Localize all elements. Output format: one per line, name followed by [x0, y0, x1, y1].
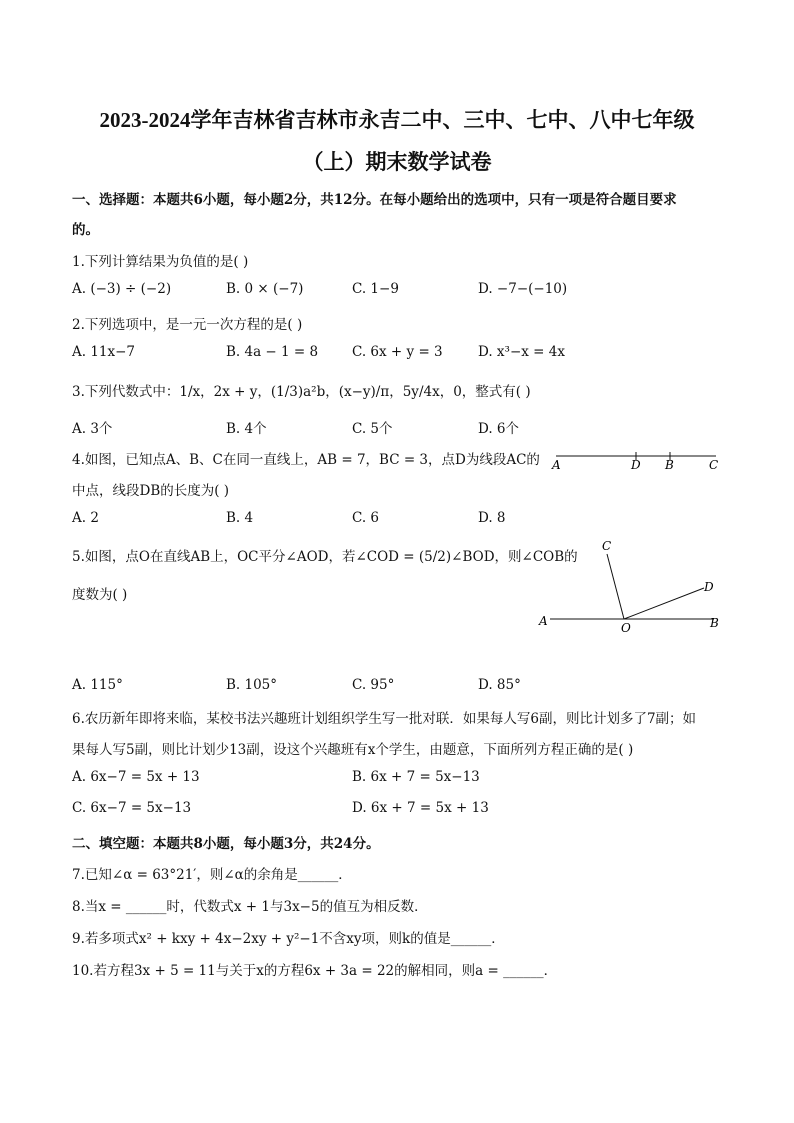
q5-option-a: A. 115° — [72, 677, 123, 693]
question-4-stem: 4.如图，已知点A、B、C在同一直线上，AB = 7，BC = 3，点D为线段AC的 — [72, 452, 540, 468]
label-c: C — [709, 458, 719, 472]
q2-option-b: B. 4a − 1 = 8 — [226, 344, 319, 360]
q3-option-a: A. 3个 — [72, 421, 113, 437]
question-1-stem: 1.下列计算结果为负值的是( ) — [72, 254, 249, 270]
label-a: A — [552, 458, 561, 472]
q2-option-a: A. 11x−7 — [72, 344, 136, 360]
section2-heading: 二、填空题：本题共8小题，每小题3分，共24分。 — [72, 836, 380, 852]
question-4-stem-cont: 中点，线段DB的长度为( ) — [72, 483, 230, 499]
page-title-line1: 2023-2024学年吉林省吉林市永吉二中、三中、七中、八中七年级 — [99, 108, 695, 132]
question-6-stem-cont: 果每人写5副，则比计划少13副，设这个兴趣班有x个学生，由题意，下面所列方程正确的是( ) — [72, 742, 634, 758]
q6-option-b: B. 6x + 7 = 5x−13 — [352, 769, 480, 785]
q5-option-d: D. 85° — [478, 677, 521, 693]
label-c: C — [602, 539, 612, 553]
question-2-stem: 2.下列选项中，是一元一次方程的是( ) — [72, 317, 303, 333]
question-3-stem: 3.下列代数式中：1/x，2x + y，(1/3)a²b，(x−y)/π，5y/4x，0，整式有( ) — [72, 384, 531, 400]
q3-option-d: D. 6个 — [478, 421, 520, 437]
page-title-line2: （上）期末数学试卷 — [302, 150, 492, 174]
label-d: D — [704, 580, 714, 594]
q3-option-c: C. 5个 — [352, 421, 393, 437]
question-8-stem: 8.当x = ______时，代数式x + 1与3x−5的值互为相反数． — [72, 899, 428, 915]
question-9-stem: 9.若多项式x² + kxy + 4x−2xy + y²−1不含xy项，则k的值是______． — [72, 931, 505, 947]
question-7-stem: 7.已知∠α = 63°21′，则∠α的余角是______． — [72, 867, 352, 883]
q4-option-b: B. 4 — [226, 510, 254, 526]
q2-option-c: C. 6x + y = 3 — [352, 344, 443, 360]
q1-option-b: B. 0 × (−7) — [226, 281, 304, 297]
section1-heading: 一、选择题：本题共6小题，每小题2分，共12分。在每小题给出的选项中，只有一项是符合题目要求 — [72, 192, 677, 208]
q3-option-b: B. 4个 — [226, 421, 267, 437]
q1-option-d: D. −7−(−10) — [478, 281, 568, 297]
section1-heading-cont: 的。 — [72, 222, 99, 238]
ray-od — [624, 588, 704, 619]
q4-line-segment-figure — [548, 448, 728, 474]
q2-option-d: D. x³−x = 4x — [478, 344, 565, 360]
q5-angle-figure — [532, 536, 732, 636]
q6-option-a: A. 6x−7 = 5x + 13 — [72, 769, 200, 785]
q5-option-c: C. 95° — [352, 677, 395, 693]
label-o: O — [621, 621, 631, 635]
q4-option-c: C. 6 — [352, 510, 380, 526]
label-a: A — [539, 614, 548, 628]
q6-option-c: C. 6x−7 = 5x−13 — [72, 800, 192, 816]
label-d: D — [631, 458, 641, 472]
q6-option-d: D. 6x + 7 = 5x + 13 — [352, 800, 489, 816]
question-5-stem-cont: 度数为( ) — [72, 587, 128, 603]
q4-option-d: D. 8 — [478, 510, 506, 526]
q1-option-a: A. (−3) ÷ (−2) — [72, 281, 172, 297]
question-5-stem: 5.如图，点O在直线AB上，OC平分∠AOD，若∠COD = (5/2)∠BOD，则∠COB的 — [72, 549, 578, 565]
question-10-stem: 10.若方程3x + 5 = 11与关于x的方程6x + 3a = 22的解相同，则a = ______． — [72, 963, 558, 979]
ray-oc — [607, 554, 624, 619]
q1-option-c: C. 1−9 — [352, 281, 399, 297]
q4-option-a: A. 2 — [72, 510, 99, 526]
label-b: B — [710, 616, 719, 630]
question-6-stem: 6.农历新年即将来临，某校书法兴趣班计划组织学生写一批对联．如果每人写6副，则比计划多了7副；如 — [72, 711, 697, 727]
q5-option-b: B. 105° — [226, 677, 278, 693]
label-b: B — [665, 458, 674, 472]
